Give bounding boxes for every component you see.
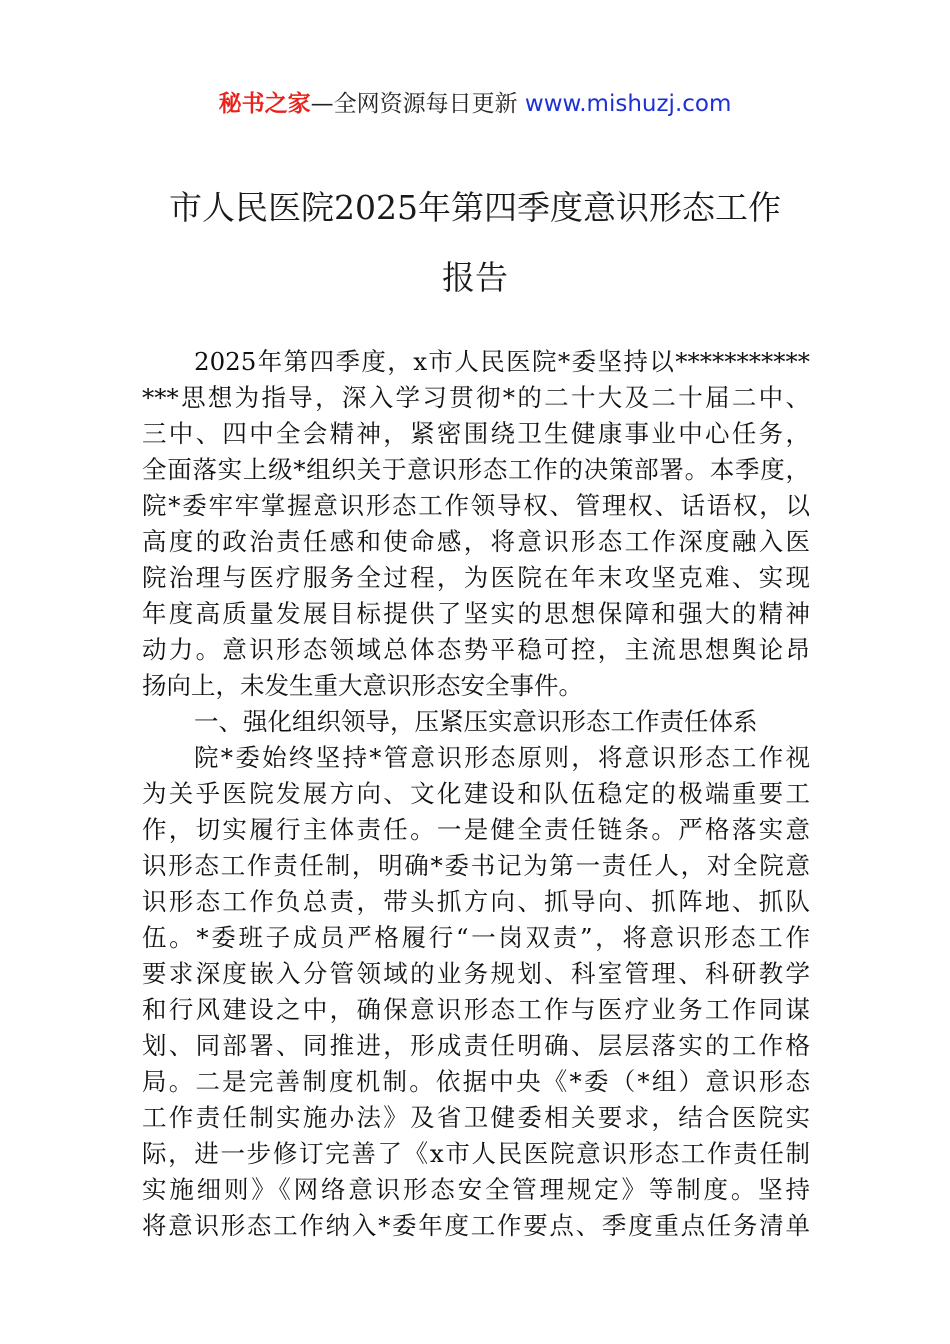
body-line: 动力。意识形态领域总体态势平稳可控，主流思想舆论昂 — [142, 635, 810, 664]
body-line: 全面落实上级*组织关于意识形态工作的决策部署。本季度， — [142, 455, 810, 484]
site-brand: 秘书之家 — [218, 91, 311, 117]
body-line: 院治理与医疗服务全过程，为医院在年末攻坚克难、实现 — [142, 563, 810, 592]
site-url-link[interactable]: www.mishuzj.com — [524, 91, 732, 117]
site-header — [0, 86, 950, 122]
document-body — [142, 344, 810, 1244]
body-line: 年度高质量发展目标提供了坚实的思想保障和强大的精神 — [142, 599, 810, 628]
body-line: 作，切实履行主体责任。一是健全责任链条。严格落实意 — [142, 815, 810, 844]
document-title-line-1: 市人民医院2025年第四季度意识形态工作 — [169, 188, 781, 227]
body-line: 院*委牢牢掌握意识形态工作领导权、管理权、话语权，以 — [142, 491, 810, 520]
body-line: 识形态工作负总责，带头抓方向、抓导向、抓阵地、抓队 — [142, 887, 810, 916]
body-line: 实施细则》《网络意识形态安全管理规定》等制度。坚持 — [142, 1175, 810, 1204]
body-line: 院*委始终坚持*管意识形态原则，将意识形态工作视 — [194, 743, 810, 772]
section-heading: 一、强化组织领导，压紧压实意识形态工作责任体系 — [194, 707, 758, 736]
body-line: 扬向上，未发生重大意识形态安全事件。 — [142, 671, 583, 700]
body-line: 局。二是完善制度机制。依据中央《*委（*组）意识形态 — [142, 1067, 810, 1096]
body-line: 和行风建设之中，确保意识形态工作与医疗业务工作同谋 — [142, 995, 810, 1024]
body-line: 际，进一步修订完善了《x市人民医院意识形态工作责任制 — [142, 1139, 810, 1168]
body-line: 划、同部署、同推进，形成责任明确、层层落实的工作格 — [142, 1031, 810, 1060]
body-line: 要求深度嵌入分管领域的业务规划、科室管理、科研教学 — [142, 959, 810, 988]
body-line: 伍。*委班子成员严格履行“一岗双责”，将意识形态工作 — [142, 923, 810, 952]
body-line: 将意识形态工作纳入*委年度工作要点、季度重点任务清单 — [142, 1211, 810, 1240]
body-line: 工作责任制实施办法》及省卫健委相关要求，结合医院实 — [142, 1103, 810, 1132]
site-slogan: —全网资源每日更新 — [310, 91, 518, 117]
body-line: 2025年第四季度，x市人民医院*委坚持以*********** — [194, 347, 810, 376]
document-title-line-2: 报告 — [442, 258, 508, 297]
body-line: 高度的政治责任感和使命感，将意识形态工作深度融入医 — [142, 527, 810, 556]
body-line: 识形态工作责任制，明确*委书记为第一责任人，对全院意 — [142, 851, 810, 880]
body-line: 为关乎医院发展方向、文化建设和队伍稳定的极端重要工 — [142, 779, 810, 808]
body-line: 三中、四中全会精神，紧密围绕卫生健康事业中心任务， — [142, 419, 810, 448]
body-line: ***思想为指导，深入学习贯彻*的二十大及二十届二中、 — [142, 383, 810, 412]
